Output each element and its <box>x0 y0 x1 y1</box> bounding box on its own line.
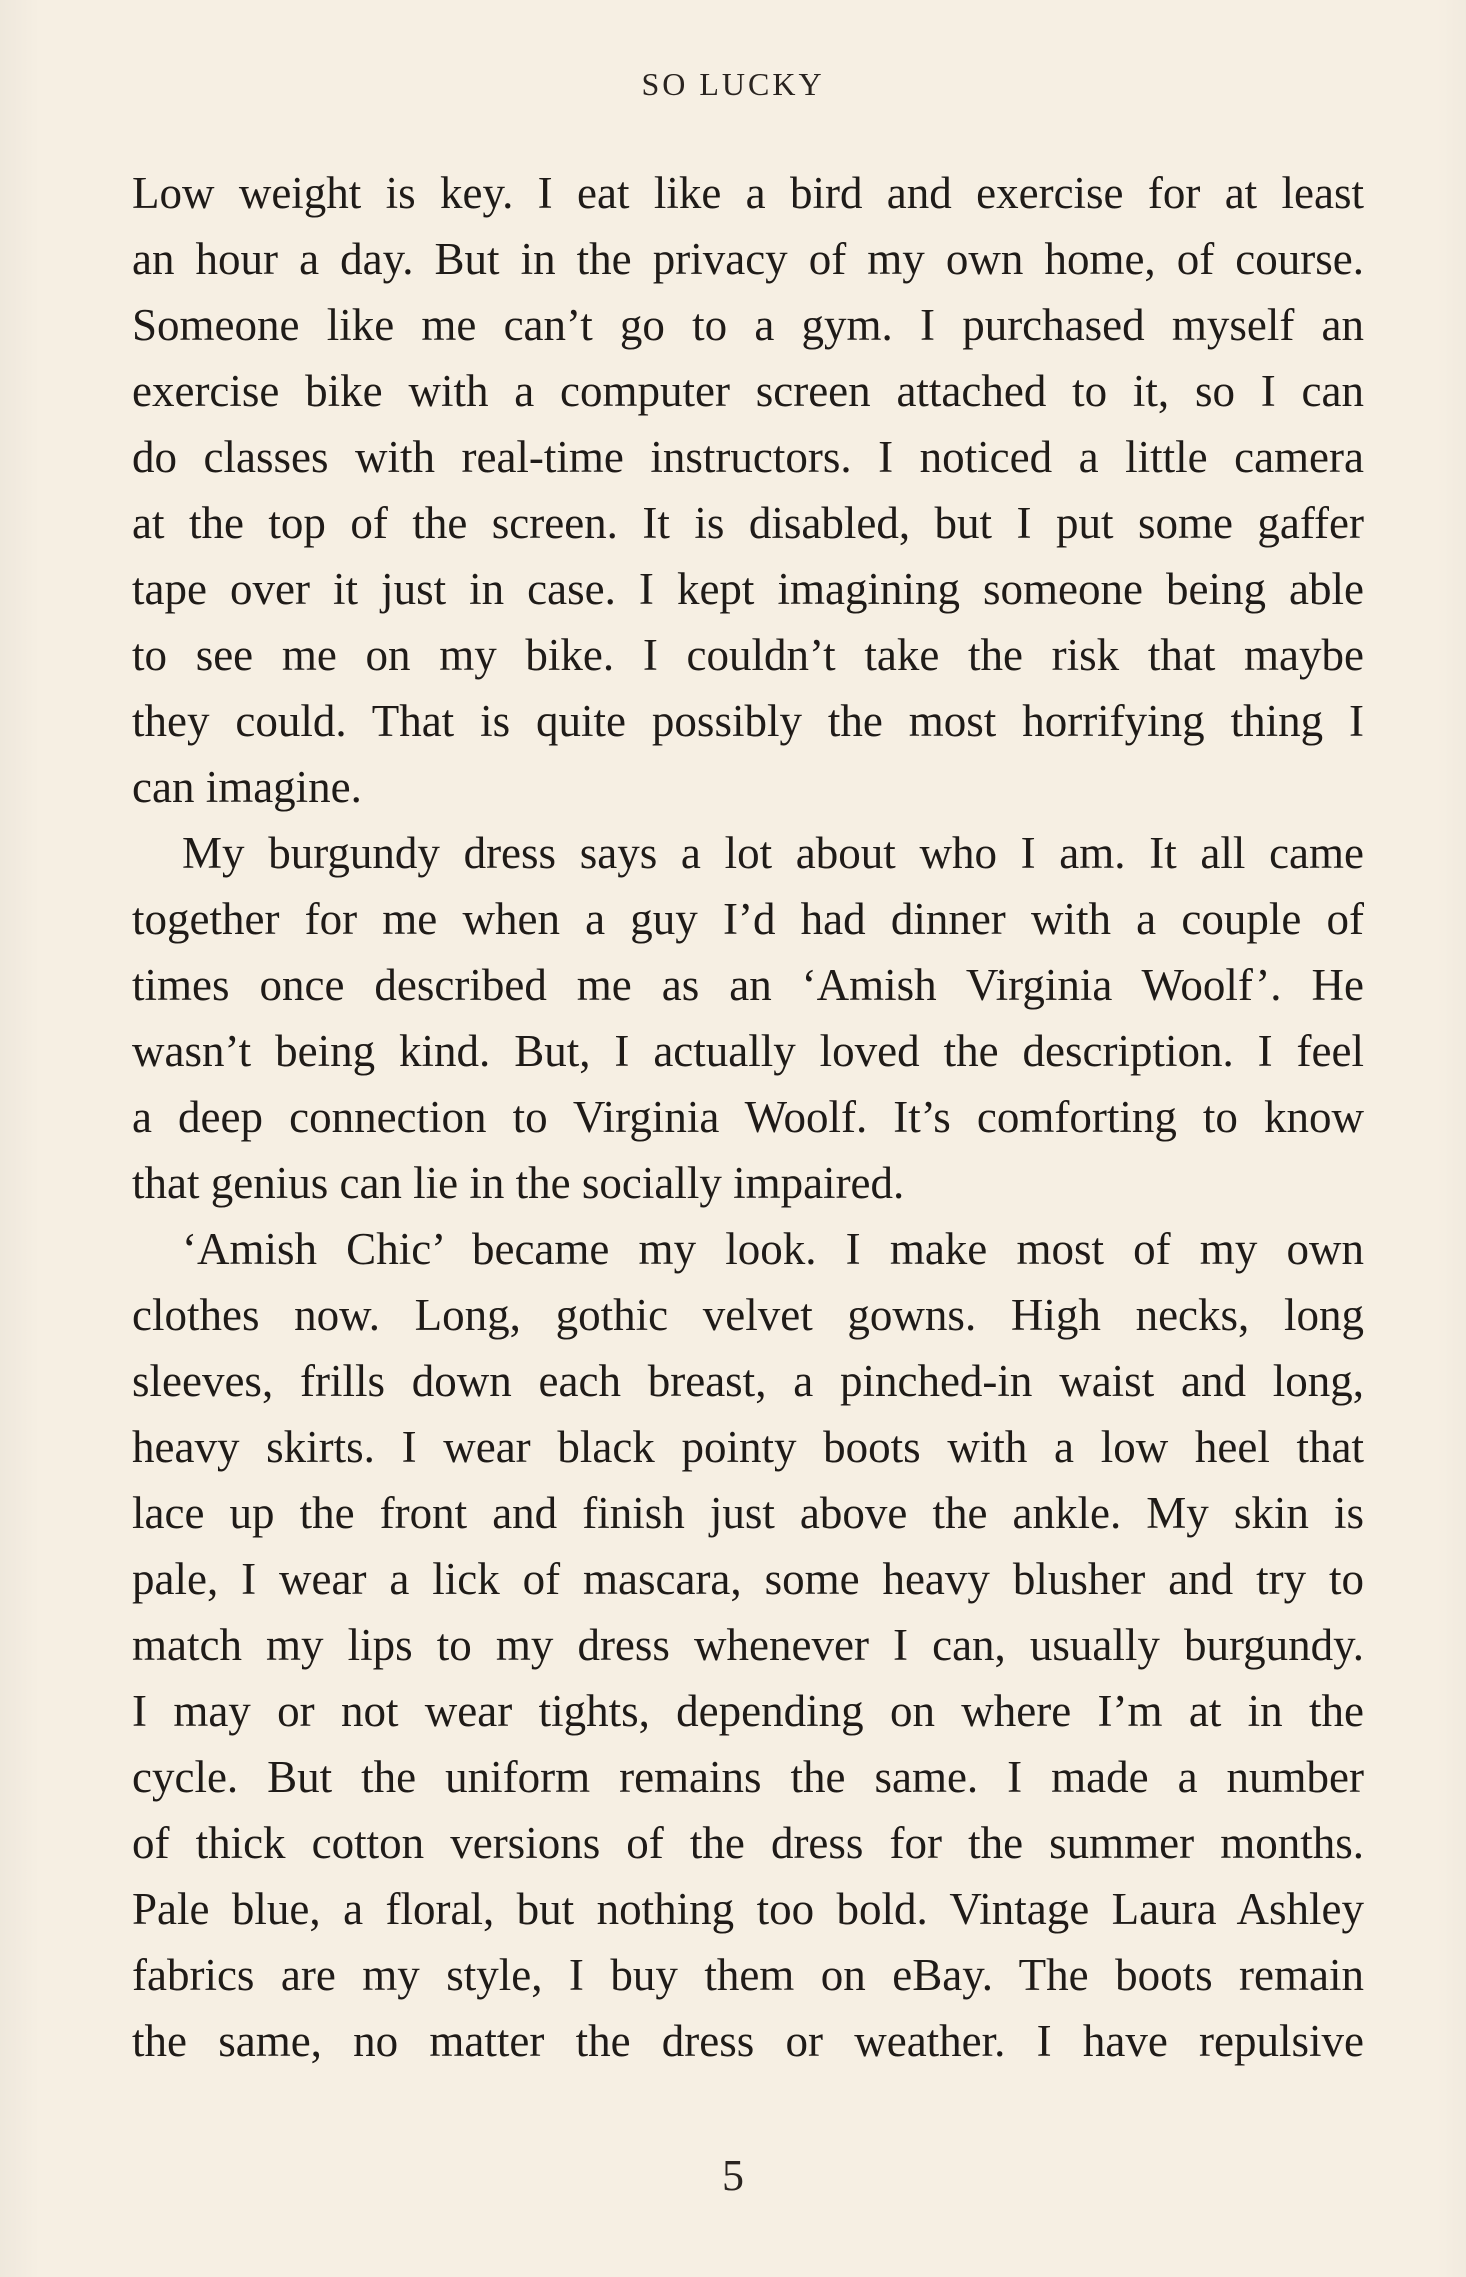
text-line: cycle. But the uniform remains the same. I made a number <box>132 1752 1364 1802</box>
paragraph <box>132 1216 1364 2074</box>
text-line: wasn’t being kind. But, I actually loved the description. I feel <box>132 1026 1364 1076</box>
text-line: tape over it just in case. I kept imagining someone being able <box>132 564 1364 614</box>
text-line: ‘Amish Chic’ became my look. I make most of my own <box>182 1224 1364 1274</box>
body-text <box>132 160 1364 2074</box>
text-line: the same, no matter the dress or weather. I have repulsive <box>132 2016 1364 2066</box>
text-line: heavy skirts. I wear black pointy boots with a low heel that <box>132 1422 1364 1472</box>
page-number: 5 <box>722 2151 744 2200</box>
text-line: Someone like me can’t go to a gym. I purchased myself an <box>132 300 1364 350</box>
text-line: an hour a day. But in the privacy of my own home, of course. <box>132 234 1364 284</box>
text-line: can imagine. <box>132 762 362 812</box>
text-line: together for me when a guy I’d had dinner with a couple of <box>132 894 1364 944</box>
text-line: My burgundy dress says a lot about who I am. It all came <box>182 828 1364 878</box>
text-line: to see me on my bike. I couldn’t take the risk that maybe <box>132 630 1364 680</box>
paragraph <box>132 160 1364 820</box>
text-line: times once described me as an ‘Amish Virginia Woolf’. He <box>132 960 1364 1010</box>
text-line: they could. That is quite possibly the most horrifying thing I <box>132 696 1364 746</box>
text-line: of thick cotton versions of the dress for the summer months. <box>132 1818 1364 1868</box>
text-line: that genius can lie in the socially impaired. <box>132 1158 905 1208</box>
running-head: SO LUCKY <box>641 66 825 102</box>
text-line: match my lips to my dress whenever I can, usually burgundy. <box>132 1620 1364 1670</box>
text-line: a deep connection to Virginia Woolf. It’s comforting to know <box>132 1092 1364 1142</box>
text-line: clothes now. Long, gothic velvet gowns. High necks, long <box>132 1290 1364 1340</box>
text-line: do classes with real-time instructors. I noticed a little camera <box>132 432 1364 482</box>
text-line: lace up the front and finish just above the ankle. My skin is <box>132 1488 1364 1538</box>
text-line: pale, I wear a lick of mascara, some heavy blusher and try to <box>132 1554 1364 1604</box>
text-line: at the top of the screen. It is disabled, but I put some gaffer <box>132 498 1364 548</box>
text-line: I may or not wear tights, depending on where I’m at in the <box>132 1686 1364 1736</box>
text-line: sleeves, frills down each breast, a pinched-in waist and long, <box>132 1356 1364 1406</box>
text-line: fabrics are my style, I buy them on eBay. The boots remain <box>132 1950 1364 2000</box>
text-line: Low weight is key. I eat like a bird and exercise for at least <box>132 168 1364 218</box>
text-line: exercise bike with a computer screen attached to it, so I can <box>132 366 1364 416</box>
text-line: Pale blue, a floral, but nothing too bold. Vintage Laura Ashley <box>132 1884 1364 1934</box>
paragraph <box>132 820 1364 1216</box>
